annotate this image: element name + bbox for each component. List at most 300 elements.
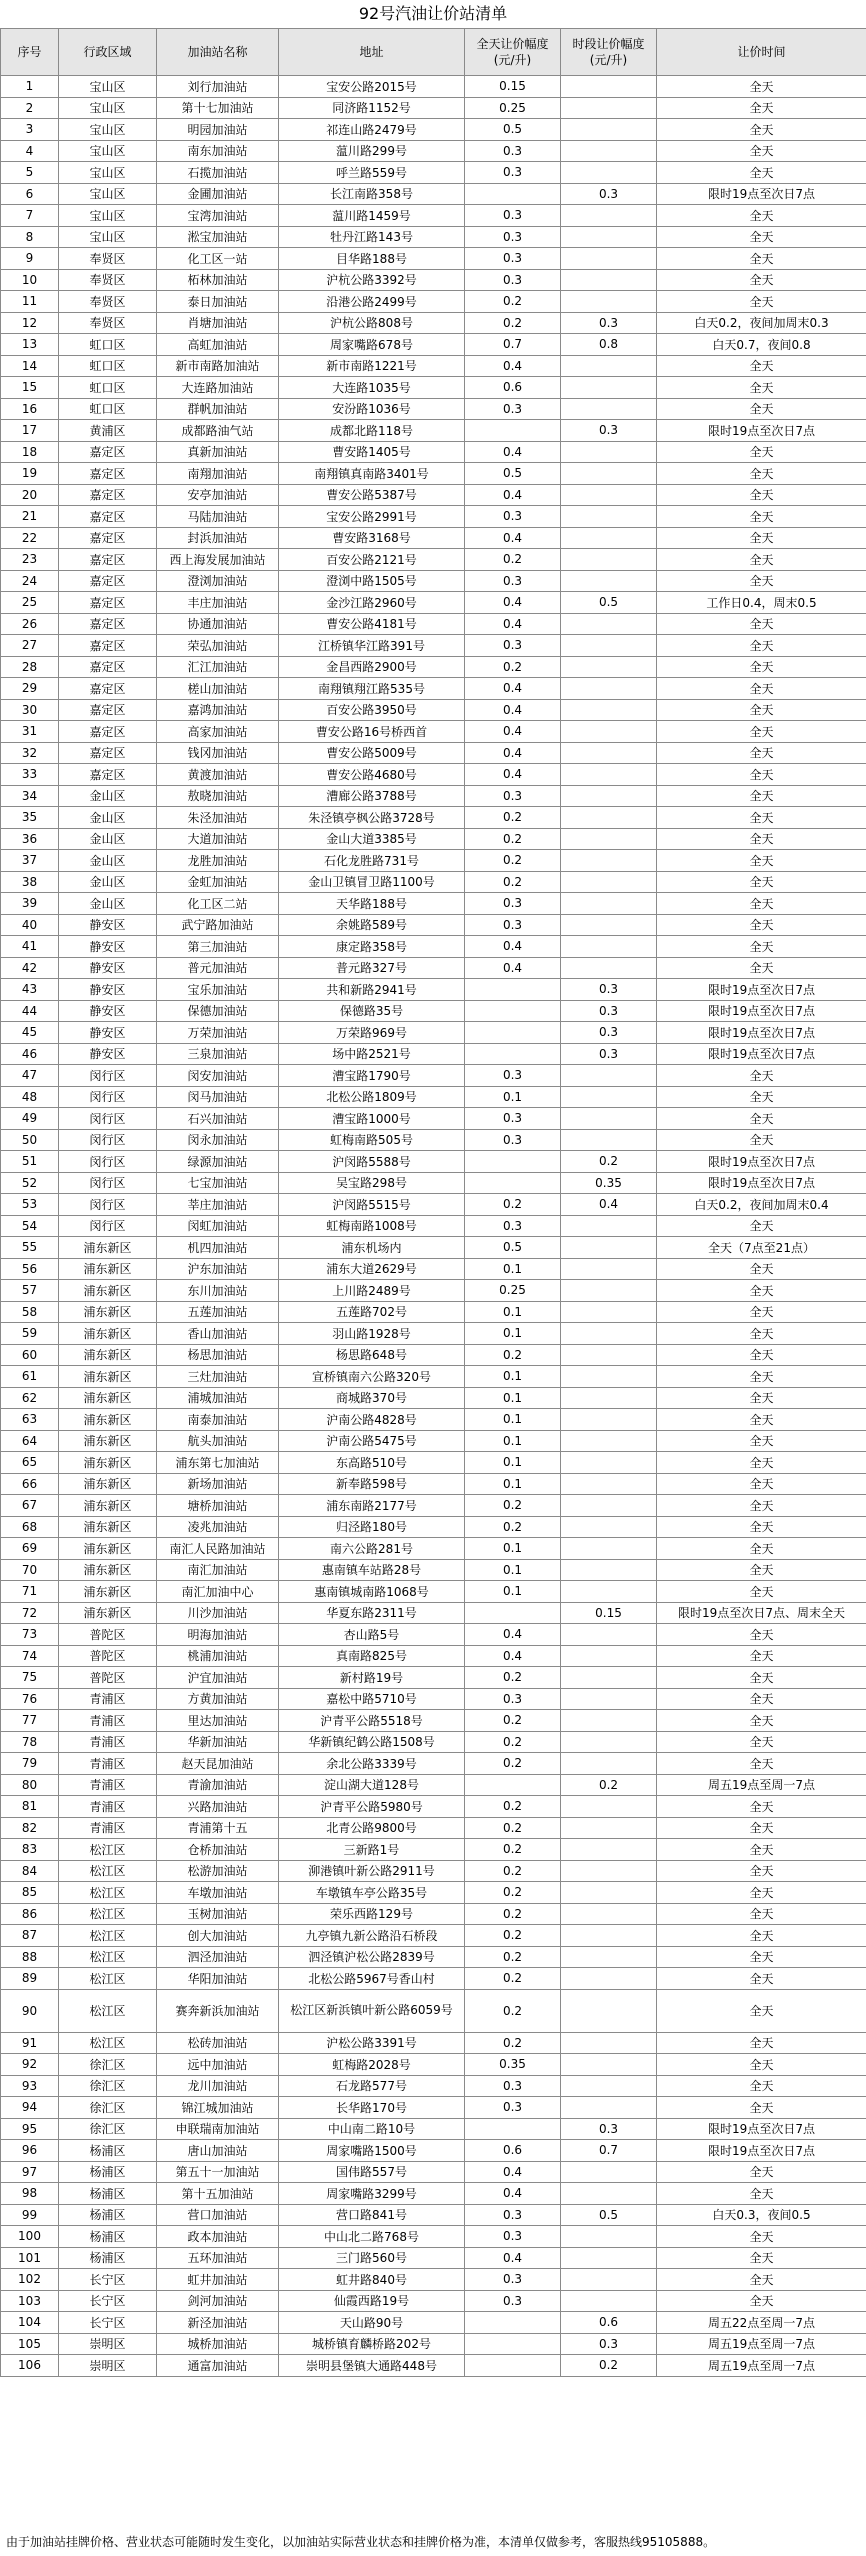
cell-discount-time: 全天 bbox=[657, 2290, 866, 2312]
cell-period-discount bbox=[561, 355, 657, 377]
cell-discount-time: 全天 bbox=[657, 484, 866, 506]
cell-address: 浦东南路2177号 bbox=[279, 1495, 465, 1517]
cell-station-name: 里达加油站 bbox=[157, 1710, 279, 1732]
cell-district: 宝山区 bbox=[59, 76, 157, 98]
cell-no: 24 bbox=[1, 570, 59, 592]
table-row bbox=[1, 1559, 866, 1581]
cell-no: 36 bbox=[1, 828, 59, 850]
cell-no: 62 bbox=[1, 1387, 59, 1409]
cell-station-name: 方黄加油站 bbox=[157, 1688, 279, 1710]
cell-allday-discount: 0.3 bbox=[465, 506, 561, 528]
cell-period-discount bbox=[561, 527, 657, 549]
cell-period-discount bbox=[561, 764, 657, 786]
cell-allday-discount: 0.4 bbox=[465, 1645, 561, 1667]
cell-district: 长宁区 bbox=[59, 2290, 157, 2312]
cell-period-discount bbox=[561, 506, 657, 528]
cell-address: 城桥镇育麟桥路202号 bbox=[279, 2333, 465, 2355]
table-row bbox=[1, 162, 866, 184]
cell-district: 黄浦区 bbox=[59, 420, 157, 442]
cell-station-name: 五莲加油站 bbox=[157, 1301, 279, 1323]
cell-period-discount bbox=[561, 678, 657, 700]
table-row bbox=[1, 1344, 866, 1366]
footer-note: 由于加油站挂牌价格、营业状态可能随时发生变化，以加油站实际营业状态和挂牌价格为准，本清单仅做参考，客服热线95105888。 bbox=[6, 2535, 716, 2549]
cell-period-discount bbox=[561, 635, 657, 657]
cell-no: 86 bbox=[1, 1903, 59, 1925]
cell-district: 浦东新区 bbox=[59, 1387, 157, 1409]
table-row bbox=[1, 828, 866, 850]
cell-no: 22 bbox=[1, 527, 59, 549]
cell-address: 五莲路702号 bbox=[279, 1301, 465, 1323]
table-row bbox=[1, 119, 866, 141]
cell-discount-time: 全天 bbox=[657, 1430, 866, 1452]
cell-allday-discount: 0.2 bbox=[465, 828, 561, 850]
cell-discount-time: 限时19点至次日7点、周末全天 bbox=[657, 1602, 866, 1624]
cell-period-discount bbox=[561, 1645, 657, 1667]
cell-station-name: 嘉鸿加油站 bbox=[157, 699, 279, 721]
cell-address: 嘉松中路5710号 bbox=[279, 1688, 465, 1710]
cell-no: 45 bbox=[1, 1022, 59, 1044]
cell-no: 19 bbox=[1, 463, 59, 485]
cell-discount-time: 全天 bbox=[657, 226, 866, 248]
cell-address: 曹安公路16号桥西首 bbox=[279, 721, 465, 743]
cell-address: 天山路90号 bbox=[279, 2312, 465, 2334]
cell-no: 28 bbox=[1, 656, 59, 678]
table-row bbox=[1, 1323, 866, 1345]
cell-no: 92 bbox=[1, 2054, 59, 2076]
cell-station-name: 闵永加油站 bbox=[157, 1129, 279, 1151]
cell-station-name: 三灶加油站 bbox=[157, 1366, 279, 1388]
cell-address: 虹梅南路505号 bbox=[279, 1129, 465, 1151]
cell-address: 百安公路2121号 bbox=[279, 549, 465, 571]
cell-address: 南翔镇真南路3401号 bbox=[279, 463, 465, 485]
cell-allday-discount bbox=[465, 2355, 561, 2377]
cell-period-discount bbox=[561, 1968, 657, 1990]
table-row bbox=[1, 1366, 866, 1388]
cell-discount-time: 全天 bbox=[657, 678, 866, 700]
cell-allday-discount: 0.25 bbox=[465, 1280, 561, 1302]
cell-district: 浦东新区 bbox=[59, 1280, 157, 1302]
table-row bbox=[1, 1817, 866, 1839]
cell-no: 79 bbox=[1, 1753, 59, 1775]
table-row bbox=[1, 1237, 866, 1259]
cell-allday-discount: 0.2 bbox=[465, 1796, 561, 1818]
cell-district: 徐汇区 bbox=[59, 2097, 157, 2119]
cell-address: 南翔镇翔江路535号 bbox=[279, 678, 465, 700]
cell-address: 泗泾镇沪松公路2839号 bbox=[279, 1946, 465, 1968]
cell-discount-time: 周五19点至周一7点 bbox=[657, 2355, 866, 2377]
table-row bbox=[1, 2226, 866, 2248]
cell-period-discount bbox=[561, 699, 657, 721]
cell-district: 嘉定区 bbox=[59, 506, 157, 528]
cell-discount-time: 全天 bbox=[657, 1409, 866, 1431]
cell-discount-time: 白天0.3，夜间0.5 bbox=[657, 2204, 866, 2226]
table-row bbox=[1, 1946, 866, 1968]
cell-period-discount bbox=[561, 893, 657, 915]
cell-discount-time: 全天 bbox=[657, 2097, 866, 2119]
cell-discount-time: 全天 bbox=[657, 355, 866, 377]
table-row bbox=[1, 226, 866, 248]
cell-period-discount bbox=[561, 248, 657, 270]
cell-station-name: 安亭加油站 bbox=[157, 484, 279, 506]
table-row bbox=[1, 2161, 866, 2183]
cell-period-discount bbox=[561, 613, 657, 635]
cell-district: 松江区 bbox=[59, 1860, 157, 1882]
cell-period-discount bbox=[561, 1796, 657, 1818]
cell-no: 93 bbox=[1, 2075, 59, 2097]
cell-station-name: 虹井加油站 bbox=[157, 2269, 279, 2291]
cell-discount-time: 限时19点至次日7点 bbox=[657, 979, 866, 1001]
cell-address: 沪松公路3391号 bbox=[279, 2032, 465, 2054]
cell-discount-time: 全天 bbox=[657, 1796, 866, 1818]
cell-period-discount bbox=[561, 1516, 657, 1538]
cell-station-name: 第十五加油站 bbox=[157, 2183, 279, 2205]
table-row bbox=[1, 1710, 866, 1732]
cell-no: 59 bbox=[1, 1323, 59, 1345]
cell-address: 曹安公路5387号 bbox=[279, 484, 465, 506]
cell-period-discount bbox=[561, 1581, 657, 1603]
cell-address: 百安公路3950号 bbox=[279, 699, 465, 721]
cell-discount-time: 全天 bbox=[657, 1817, 866, 1839]
table-row bbox=[1, 205, 866, 227]
cell-address: 安汾路1036号 bbox=[279, 398, 465, 420]
cell-discount-time: 全天 bbox=[657, 377, 866, 399]
cell-station-name: 普元加油站 bbox=[157, 957, 279, 979]
cell-district: 金山区 bbox=[59, 850, 157, 872]
cell-district: 金山区 bbox=[59, 807, 157, 829]
table-row bbox=[1, 1022, 866, 1044]
cell-station-name: 赵天昆加油站 bbox=[157, 1753, 279, 1775]
cell-discount-time: 全天 bbox=[657, 1667, 866, 1689]
cell-allday-discount: 0.2 bbox=[465, 1731, 561, 1753]
cell-address: 上川路2489号 bbox=[279, 1280, 465, 1302]
cell-period-discount bbox=[561, 2247, 657, 2269]
cell-period-discount bbox=[561, 742, 657, 764]
cell-period-discount bbox=[561, 269, 657, 291]
table-row bbox=[1, 1172, 866, 1194]
cell-discount-time: 全天 bbox=[657, 1753, 866, 1775]
cell-station-name: 第三加油站 bbox=[157, 936, 279, 958]
cell-period-discount bbox=[561, 2161, 657, 2183]
cell-period-discount: 0.3 bbox=[561, 1022, 657, 1044]
cell-period-discount: 0.3 bbox=[561, 1000, 657, 1022]
cell-address: 沪杭公路808号 bbox=[279, 312, 465, 334]
cell-discount-time: 全天 bbox=[657, 1129, 866, 1151]
cell-allday-discount: 0.3 bbox=[465, 570, 561, 592]
cell-district: 嘉定区 bbox=[59, 527, 157, 549]
cell-station-name: 莘庄加油站 bbox=[157, 1194, 279, 1216]
cell-no: 57 bbox=[1, 1280, 59, 1302]
cell-address: 东高路510号 bbox=[279, 1452, 465, 1474]
cell-period-discount bbox=[561, 1065, 657, 1087]
cell-discount-time: 全天 bbox=[657, 1108, 866, 1130]
cell-no: 17 bbox=[1, 420, 59, 442]
cell-allday-discount bbox=[465, 1172, 561, 1194]
cell-period-discount bbox=[561, 785, 657, 807]
cell-allday-discount: 0.2 bbox=[465, 1968, 561, 1990]
cell-address: 仙霞西路19号 bbox=[279, 2290, 465, 2312]
cell-no: 9 bbox=[1, 248, 59, 270]
cell-district: 浦东新区 bbox=[59, 1602, 157, 1624]
cell-district: 虹口区 bbox=[59, 355, 157, 377]
cell-district: 嘉定区 bbox=[59, 678, 157, 700]
table-row bbox=[1, 355, 866, 377]
cell-allday-discount: 0.1 bbox=[465, 1366, 561, 1388]
cell-discount-time: 全天 bbox=[657, 828, 866, 850]
cell-address: 北松公路5967号香山村 bbox=[279, 1968, 465, 1990]
table-row bbox=[1, 2290, 866, 2312]
cell-district: 虹口区 bbox=[59, 398, 157, 420]
cell-period-discount bbox=[561, 850, 657, 872]
table-row bbox=[1, 2140, 866, 2162]
table-row bbox=[1, 312, 866, 334]
cell-no: 74 bbox=[1, 1645, 59, 1667]
cell-address: 曹安路3168号 bbox=[279, 527, 465, 549]
cell-discount-time: 全天 bbox=[657, 140, 866, 162]
table-row bbox=[1, 420, 866, 442]
cell-address: 沪闵路5515号 bbox=[279, 1194, 465, 1216]
cell-no: 82 bbox=[1, 1817, 59, 1839]
cell-discount-time: 全天 bbox=[657, 871, 866, 893]
cell-district: 嘉定区 bbox=[59, 463, 157, 485]
cell-station-name: 青渝加油站 bbox=[157, 1774, 279, 1796]
cell-district: 浦东新区 bbox=[59, 1409, 157, 1431]
cell-allday-discount: 0.3 bbox=[465, 2226, 561, 2248]
cell-no: 54 bbox=[1, 1215, 59, 1237]
cell-no: 63 bbox=[1, 1409, 59, 1431]
cell-station-name: 汇江加油站 bbox=[157, 656, 279, 678]
cell-address: 虹井路840号 bbox=[279, 2269, 465, 2291]
table-row bbox=[1, 1645, 866, 1667]
table-row bbox=[1, 1043, 866, 1065]
cell-address: 漕廊公路3788号 bbox=[279, 785, 465, 807]
cell-address: 商城路370号 bbox=[279, 1387, 465, 1409]
cell-district: 闵行区 bbox=[59, 1065, 157, 1087]
cell-station-name: 大道加油站 bbox=[157, 828, 279, 850]
cell-no: 1 bbox=[1, 76, 59, 98]
cell-period-discount bbox=[561, 721, 657, 743]
cell-discount-time: 全天 bbox=[657, 1065, 866, 1087]
cell-station-name: 黄渡加油站 bbox=[157, 764, 279, 786]
table-row bbox=[1, 1194, 866, 1216]
cell-district: 浦东新区 bbox=[59, 1516, 157, 1538]
cell-period-discount bbox=[561, 1366, 657, 1388]
table-row bbox=[1, 1000, 866, 1022]
cell-station-name: 闵虹加油站 bbox=[157, 1215, 279, 1237]
cell-station-name: 闵马加油站 bbox=[157, 1086, 279, 1108]
cell-district: 静安区 bbox=[59, 914, 157, 936]
cell-address: 新奉路598号 bbox=[279, 1473, 465, 1495]
cell-allday-discount: 0.4 bbox=[465, 936, 561, 958]
page-title: 92号汽油让价站清单 bbox=[358, 4, 508, 23]
table-row bbox=[1, 2312, 866, 2334]
cell-allday-discount bbox=[465, 2118, 561, 2140]
header-station-name: 加油站名称 bbox=[157, 29, 279, 76]
cell-discount-time: 全天 bbox=[657, 1323, 866, 1345]
cell-district: 奉贤区 bbox=[59, 291, 157, 313]
table-row bbox=[1, 2097, 866, 2119]
cell-allday-discount: 0.3 bbox=[465, 1688, 561, 1710]
cell-allday-discount: 0.3 bbox=[465, 2204, 561, 2226]
table-row bbox=[1, 957, 866, 979]
cell-district: 闵行区 bbox=[59, 1194, 157, 1216]
cell-period-discount: 0.35 bbox=[561, 1172, 657, 1194]
cell-station-name: 化工区二站 bbox=[157, 893, 279, 915]
cell-discount-time: 全天 bbox=[657, 1559, 866, 1581]
cell-district: 金山区 bbox=[59, 871, 157, 893]
cell-district: 杨浦区 bbox=[59, 2161, 157, 2183]
cell-discount-time: 白天0.2，夜间加周末0.3 bbox=[657, 312, 866, 334]
cell-discount-time: 全天 bbox=[657, 2161, 866, 2183]
cell-allday-discount: 0.35 bbox=[465, 2054, 561, 2076]
cell-station-name: 刘行加油站 bbox=[157, 76, 279, 98]
cell-period-discount bbox=[561, 936, 657, 958]
table-row bbox=[1, 1882, 866, 1904]
cell-district: 徐汇区 bbox=[59, 2118, 157, 2140]
cell-no: 13 bbox=[1, 334, 59, 356]
cell-period-discount bbox=[561, 205, 657, 227]
cell-district: 静安区 bbox=[59, 979, 157, 1001]
cell-allday-discount: 0.7 bbox=[465, 334, 561, 356]
cell-district: 普陀区 bbox=[59, 1667, 157, 1689]
cell-period-discount bbox=[561, 1667, 657, 1689]
cell-address: 虹梅路2028号 bbox=[279, 2054, 465, 2076]
cell-allday-discount: 0.1 bbox=[465, 1473, 561, 1495]
cell-district: 嘉定区 bbox=[59, 721, 157, 743]
cell-station-name: 大连路加油站 bbox=[157, 377, 279, 399]
cell-discount-time: 限时19点至次日7点 bbox=[657, 1022, 866, 1044]
cell-allday-discount: 0.1 bbox=[465, 1323, 561, 1345]
cell-allday-discount: 0.2 bbox=[465, 1710, 561, 1732]
cell-allday-discount: 0.2 bbox=[465, 1817, 561, 1839]
cell-allday-discount: 0.4 bbox=[465, 592, 561, 614]
cell-address: 漕宝路1790号 bbox=[279, 1065, 465, 1087]
header-row bbox=[1, 29, 866, 76]
cell-address: 沪青平公路5518号 bbox=[279, 1710, 465, 1732]
cell-allday-discount: 0.15 bbox=[465, 76, 561, 98]
cell-allday-discount: 0.2 bbox=[465, 1194, 561, 1216]
cell-station-name: 城桥加油站 bbox=[157, 2333, 279, 2355]
cell-period-discount bbox=[561, 2075, 657, 2097]
cell-no: 42 bbox=[1, 957, 59, 979]
cell-no: 80 bbox=[1, 1774, 59, 1796]
cell-period-discount: 0.3 bbox=[561, 979, 657, 1001]
cell-station-name: 华新加油站 bbox=[157, 1731, 279, 1753]
cell-district: 松江区 bbox=[59, 1882, 157, 1904]
table-row bbox=[1, 2204, 866, 2226]
table-row bbox=[1, 1774, 866, 1796]
cell-district: 闵行区 bbox=[59, 1108, 157, 1130]
table-row bbox=[1, 936, 866, 958]
cell-discount-time: 白天0.2，夜间加周末0.4 bbox=[657, 1194, 866, 1216]
table-row bbox=[1, 678, 866, 700]
cell-station-name: 石兴加油站 bbox=[157, 1108, 279, 1130]
cell-no: 84 bbox=[1, 1860, 59, 1882]
cell-allday-discount: 0.2 bbox=[465, 1495, 561, 1517]
cell-district: 青浦区 bbox=[59, 1753, 157, 1775]
cell-station-name: 西上海发展加油站 bbox=[157, 549, 279, 571]
table-row bbox=[1, 2333, 866, 2355]
cell-allday-discount: 0.2 bbox=[465, 1344, 561, 1366]
cell-district: 奉贤区 bbox=[59, 312, 157, 334]
cell-address: 朱泾镇亭枫公路3728号 bbox=[279, 807, 465, 829]
cell-address: 曹安公路4181号 bbox=[279, 613, 465, 635]
cell-station-name: 武宁路加油站 bbox=[157, 914, 279, 936]
cell-discount-time: 全天 bbox=[657, 2054, 866, 2076]
cell-station-name: 通富加油站 bbox=[157, 2355, 279, 2377]
cell-period-discount bbox=[561, 226, 657, 248]
table-row bbox=[1, 398, 866, 420]
table-row bbox=[1, 1280, 866, 1302]
cell-no: 91 bbox=[1, 2032, 59, 2054]
cell-no: 67 bbox=[1, 1495, 59, 1517]
cell-discount-time: 全天 bbox=[657, 162, 866, 184]
header-address: 地址 bbox=[279, 29, 465, 76]
cell-allday-discount: 0.2 bbox=[465, 291, 561, 313]
cell-address: 沪青平公路5980号 bbox=[279, 1796, 465, 1818]
cell-period-discount bbox=[561, 1753, 657, 1775]
cell-station-name: 新泾加油站 bbox=[157, 2312, 279, 2334]
cell-period-discount bbox=[561, 2032, 657, 2054]
cell-period-discount bbox=[561, 1882, 657, 1904]
cell-no: 35 bbox=[1, 807, 59, 829]
cell-allday-discount: 0.4 bbox=[465, 2161, 561, 2183]
cell-period-discount: 0.15 bbox=[561, 1602, 657, 1624]
cell-allday-discount: 0.3 bbox=[465, 162, 561, 184]
cell-district: 嘉定区 bbox=[59, 549, 157, 571]
cell-allday-discount: 0.5 bbox=[465, 119, 561, 141]
cell-allday-discount: 0.2 bbox=[465, 549, 561, 571]
cell-period-discount bbox=[561, 1387, 657, 1409]
cell-address: 华夏东路2311号 bbox=[279, 1602, 465, 1624]
cell-allday-discount: 0.3 bbox=[465, 140, 561, 162]
cell-period-discount: 0.3 bbox=[561, 2118, 657, 2140]
cell-station-name: 槎山加油站 bbox=[157, 678, 279, 700]
cell-allday-discount bbox=[465, 420, 561, 442]
cell-no: 18 bbox=[1, 441, 59, 463]
cell-station-name: 龙胜加油站 bbox=[157, 850, 279, 872]
cell-station-name: 马陆加油站 bbox=[157, 506, 279, 528]
table-row bbox=[1, 2054, 866, 2076]
cell-discount-time: 全天 bbox=[657, 506, 866, 528]
cell-address: 浦东机场内 bbox=[279, 1237, 465, 1259]
table-row bbox=[1, 1452, 866, 1474]
cell-no: 39 bbox=[1, 893, 59, 915]
cell-discount-time: 全天 bbox=[657, 1538, 866, 1560]
cell-discount-time: 全天（7点至21点） bbox=[657, 1237, 866, 1259]
cell-discount-time: 全天 bbox=[657, 1452, 866, 1474]
cell-station-name: 营口加油站 bbox=[157, 2204, 279, 2226]
cell-station-name: 群帆加油站 bbox=[157, 398, 279, 420]
cell-allday-discount: 0.3 bbox=[465, 785, 561, 807]
cell-station-name: 钱冈加油站 bbox=[157, 742, 279, 764]
cell-period-discount bbox=[561, 1946, 657, 1968]
cell-no: 2 bbox=[1, 97, 59, 119]
cell-no: 77 bbox=[1, 1710, 59, 1732]
cell-station-name: 三泉加油站 bbox=[157, 1043, 279, 1065]
cell-period-discount: 0.3 bbox=[561, 312, 657, 334]
cell-station-name: 沪宜加油站 bbox=[157, 1667, 279, 1689]
cell-allday-discount: 0.3 bbox=[465, 914, 561, 936]
cell-discount-time: 周五22点至周一7点 bbox=[657, 2312, 866, 2334]
cell-allday-discount: 0.4 bbox=[465, 742, 561, 764]
cell-no: 71 bbox=[1, 1581, 59, 1603]
cell-no: 87 bbox=[1, 1925, 59, 1947]
cell-address: 南六公路281号 bbox=[279, 1538, 465, 1560]
cell-allday-discount: 0.4 bbox=[465, 2247, 561, 2269]
table-row bbox=[1, 2247, 866, 2269]
cell-address: 虹梅南路1008号 bbox=[279, 1215, 465, 1237]
cell-no: 4 bbox=[1, 140, 59, 162]
